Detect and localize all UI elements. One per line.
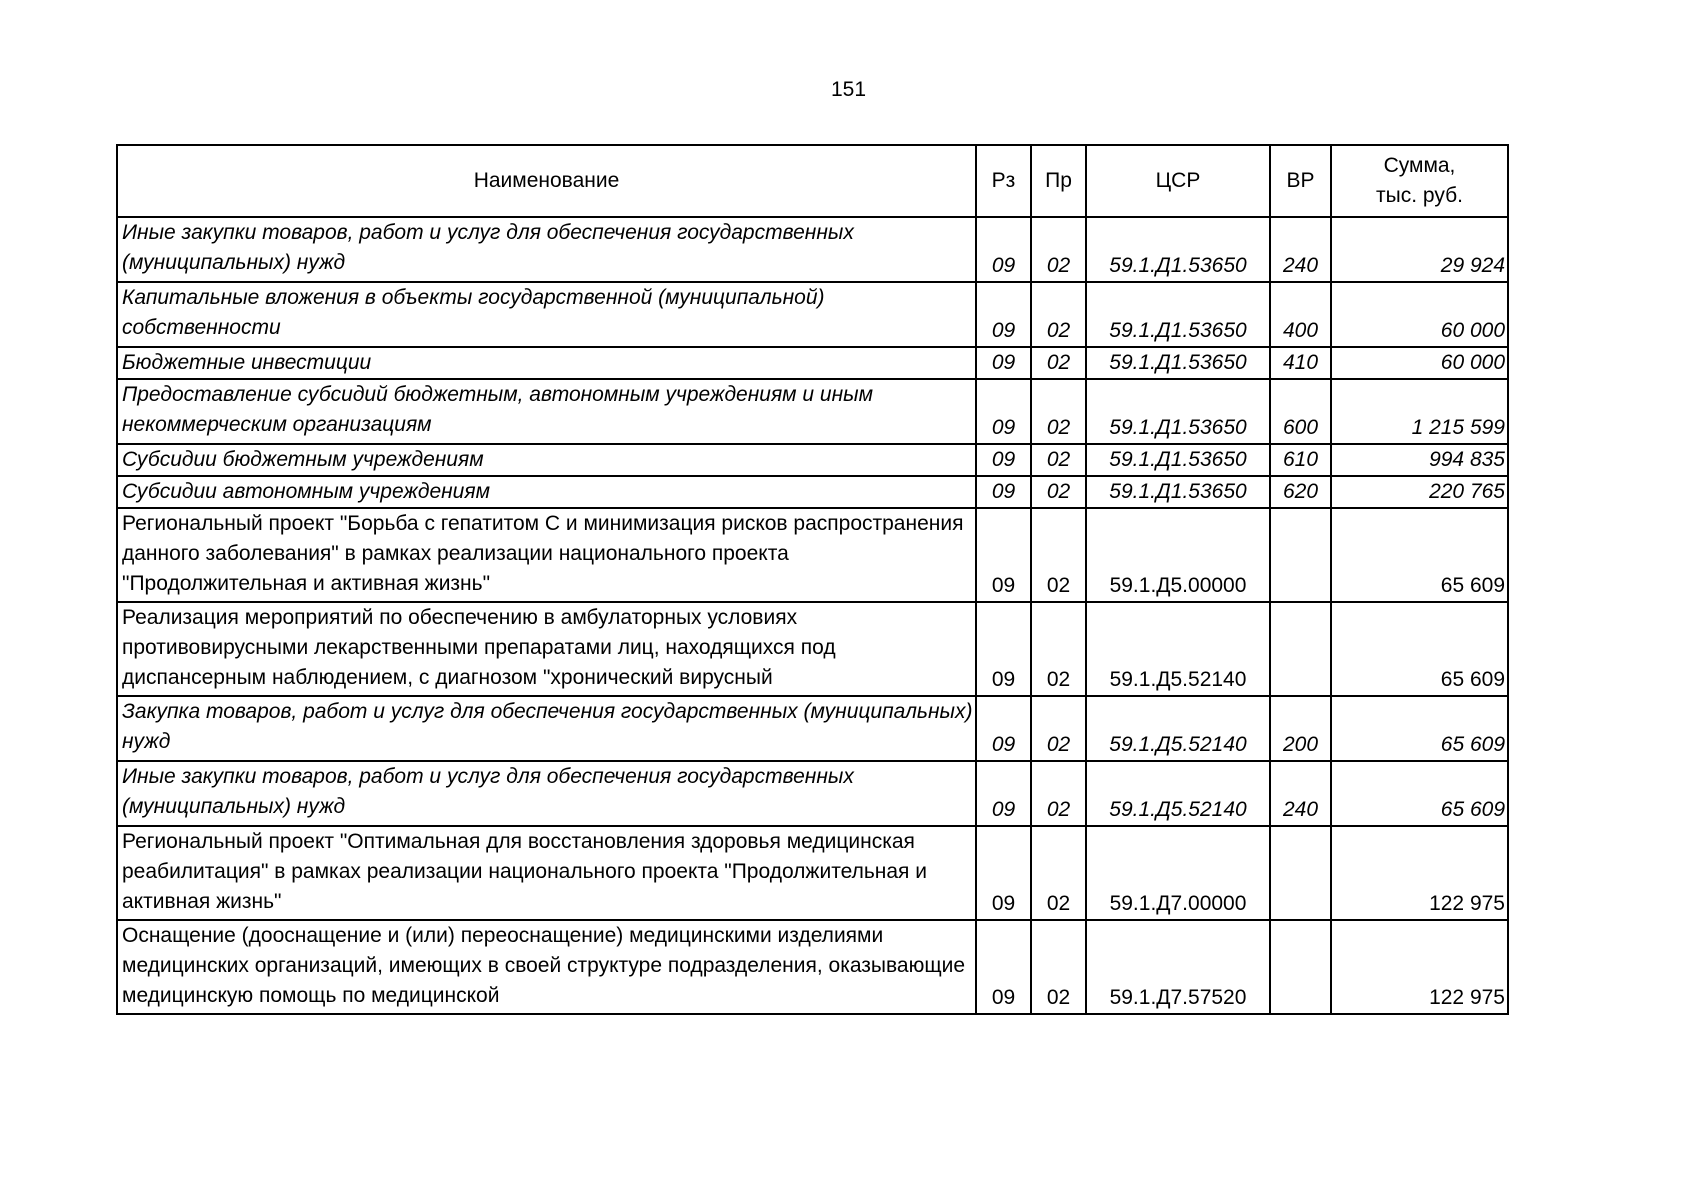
budget-table	[116, 144, 1509, 1015]
row-vr	[1270, 602, 1331, 696]
row-rz: 09	[976, 217, 1031, 282]
table-row	[117, 217, 1508, 282]
row-name: Капитальные вложения в объекты государственной (муниципальной) собственности	[117, 282, 976, 347]
row-sum: 65 609	[1331, 602, 1508, 696]
row-sum: 65 609	[1331, 696, 1508, 761]
row-csr: 59.1.Д5.52140	[1086, 602, 1270, 696]
table-row	[117, 696, 1508, 761]
row-rz: 09	[976, 444, 1031, 476]
row-pr: 02	[1031, 444, 1086, 476]
header-name: Наименование	[117, 145, 976, 217]
row-sum: 220 765	[1331, 476, 1508, 508]
table-row	[117, 826, 1508, 920]
row-csr: 59.1.Д5.52140	[1086, 696, 1270, 761]
table-row	[117, 476, 1508, 508]
table-row	[117, 444, 1508, 476]
row-sum: 65 609	[1331, 761, 1508, 826]
row-rz: 09	[976, 476, 1031, 508]
row-name-text: Реализация мероприятий по обеспечению в амбулаторных условиях противовирусными лекарственными препаратами лиц, находящихся под диспансерным наблюдением, с диагнозом "хронический вирусный	[122, 606, 836, 689]
row-vr: 620	[1270, 476, 1331, 508]
row-pr: 02	[1031, 761, 1086, 826]
row-csr: 59.1.Д1.53650	[1086, 217, 1270, 282]
row-name	[117, 508, 976, 602]
row-vr: 600	[1270, 379, 1331, 444]
row-vr: 410	[1270, 347, 1331, 379]
row-name: Бюджетные инвестиции	[117, 347, 976, 379]
header-rz: Рз	[976, 145, 1031, 217]
row-pr: 02	[1031, 282, 1086, 347]
row-pr: 02	[1031, 920, 1086, 1014]
row-rz: 09	[976, 347, 1031, 379]
row-sum: 994 835	[1331, 444, 1508, 476]
row-pr: 02	[1031, 696, 1086, 761]
row-sum: 29 924	[1331, 217, 1508, 282]
row-sum: 60 000	[1331, 282, 1508, 347]
row-rz: 09	[976, 508, 1031, 602]
row-csr: 59.1.Д1.53650	[1086, 282, 1270, 347]
row-name-text: Региональный проект "Оптимальная для восстановления здоровья медицинская реабилитация" в рамках реализации национального проекта "Продолжительная и активная жизнь"	[122, 830, 927, 913]
row-rz: 09	[976, 761, 1031, 826]
row-vr: 200	[1270, 696, 1331, 761]
row-csr: 59.1.Д7.00000	[1086, 826, 1270, 920]
row-vr: 240	[1270, 761, 1331, 826]
row-vr	[1270, 920, 1331, 1014]
row-pr: 02	[1031, 508, 1086, 602]
row-csr: 59.1.Д1.53650	[1086, 379, 1270, 444]
row-sum: 122 975	[1331, 826, 1508, 920]
row-vr	[1270, 826, 1331, 920]
row-pr: 02	[1031, 379, 1086, 444]
row-name: Закупка товаров, работ и услуг для обеспечения государственных (муниципальных) нужд	[117, 696, 976, 761]
row-name: Иные закупки товаров, работ и услуг для обеспечения государственных (муниципальных) нужд	[117, 217, 976, 282]
header-csr: ЦСР	[1086, 145, 1270, 217]
row-name: Субсидии автономным учреждениям	[117, 476, 976, 508]
table-row	[117, 282, 1508, 347]
row-csr: 59.1.Д7.57520	[1086, 920, 1270, 1014]
row-sum: 60 000	[1331, 347, 1508, 379]
row-rz: 09	[976, 696, 1031, 761]
table-row	[117, 920, 1508, 1014]
header-vr: ВР	[1270, 145, 1331, 217]
table-row	[117, 602, 1508, 696]
row-csr: 59.1.Д5.00000	[1086, 508, 1270, 602]
row-rz: 09	[976, 379, 1031, 444]
row-sum: 122 975	[1331, 920, 1508, 1014]
row-pr: 02	[1031, 476, 1086, 508]
header-sum-line2: тыс. руб.	[1376, 184, 1463, 207]
header-sum-line1: Сумма,	[1383, 154, 1456, 177]
row-rz: 09	[976, 826, 1031, 920]
row-name-text: Региональный проект "Борьба с гепатитом С и минимизация рисков распространения данного заболевания" в рамках реализации национального проекта "Продолжительная и активная жизнь"	[122, 512, 964, 595]
row-sum: 1 215 599	[1331, 379, 1508, 444]
row-csr: 59.1.Д1.53650	[1086, 347, 1270, 379]
table-row	[117, 508, 1508, 602]
row-csr: 59.1.Д1.53650	[1086, 444, 1270, 476]
table-row	[117, 347, 1508, 379]
row-rz: 09	[976, 602, 1031, 696]
row-pr: 02	[1031, 826, 1086, 920]
row-name	[117, 602, 976, 696]
page-number: 151	[830, 78, 867, 101]
row-vr	[1270, 508, 1331, 602]
row-name	[117, 920, 976, 1014]
row-vr: 400	[1270, 282, 1331, 347]
header-pr: Пр	[1031, 145, 1086, 217]
row-pr: 02	[1031, 217, 1086, 282]
row-csr: 59.1.Д5.52140	[1086, 761, 1270, 826]
table-header-row	[117, 145, 1508, 217]
row-name: Предоставление субсидий бюджетным, автономным учреждениям и иным некоммерческим организациям	[117, 379, 976, 444]
row-pr: 02	[1031, 602, 1086, 696]
row-name: Иные закупки товаров, работ и услуг для обеспечения государственных (муниципальных) нужд	[117, 761, 976, 826]
table-row	[117, 761, 1508, 826]
row-sum: 65 609	[1331, 508, 1508, 602]
row-name	[117, 826, 976, 920]
row-name: Субсидии бюджетным учреждениям	[117, 444, 976, 476]
row-pr: 02	[1031, 347, 1086, 379]
header-sum	[1331, 145, 1508, 217]
row-csr: 59.1.Д1.53650	[1086, 476, 1270, 508]
row-rz: 09	[976, 282, 1031, 347]
row-name-text: Оснащение (дооснащение и (или) переоснащение) медицинскими изделиями медицинских организаций, имеющих в своей структуре подразделения, оказывающие медицинскую помощь по медицинской	[122, 924, 966, 1007]
row-rz: 09	[976, 920, 1031, 1014]
row-vr: 240	[1270, 217, 1331, 282]
table-row	[117, 379, 1508, 444]
row-vr: 610	[1270, 444, 1331, 476]
